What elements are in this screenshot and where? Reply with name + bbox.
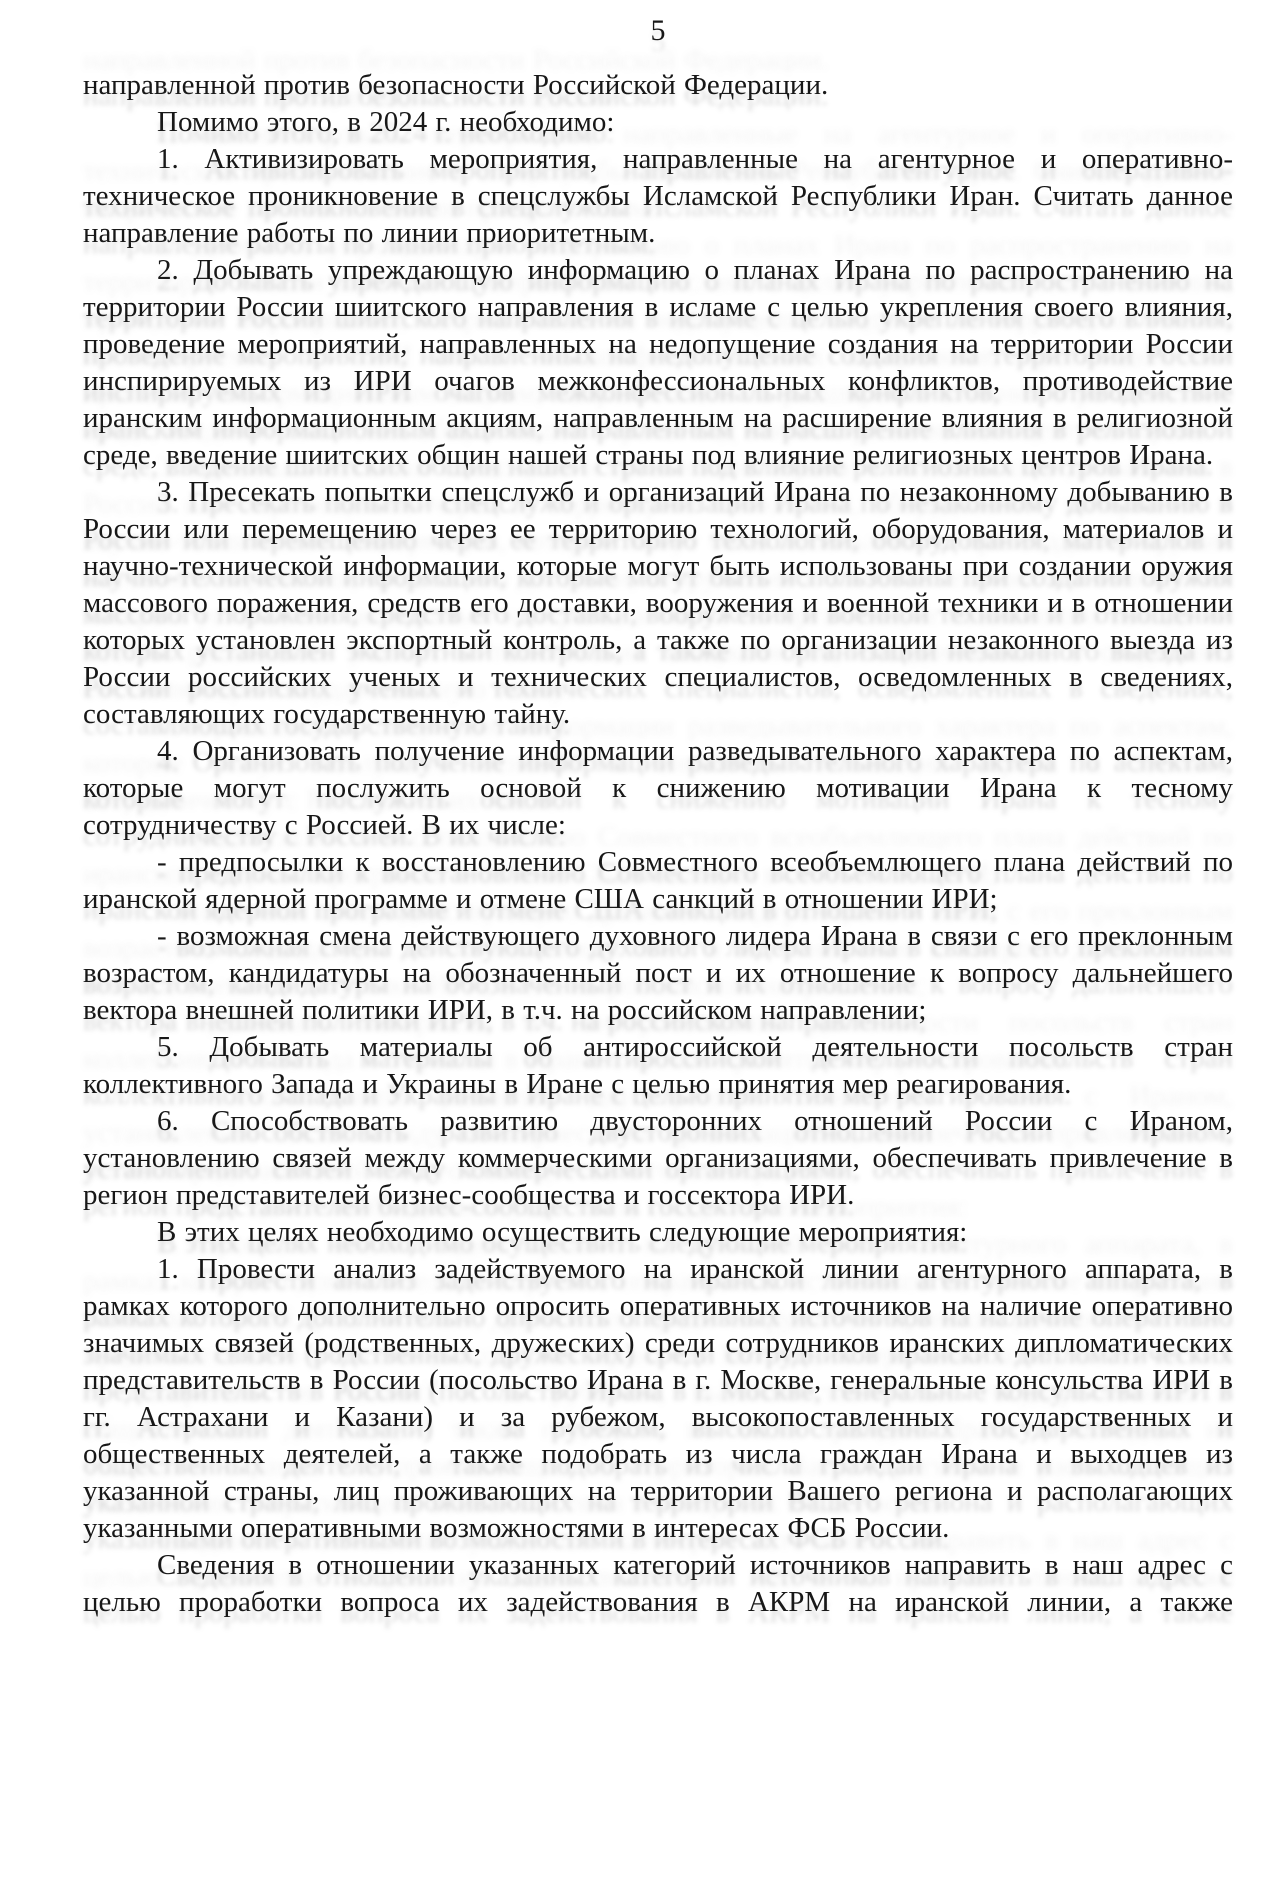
paragraph-dash-2: - возможная смена действующего духовного лидера Ирана в связи с его преклонным возрастом, кандидатуры на обозначенный пост и их отношение к вопросу дальнейшего вектора внешней политики ИРИ, в т.ч. на российском направлении;	[83, 920, 1233, 1026]
paragraph-measure-1: 1. Провести анализ задействуемого на иранской линии агентурного аппарата, в рамках которого дополнительно опросить оперативных источников на наличие оперативно значимых связей (родственных, дружеских) среди сотрудников иранских дипломатических представительств в России (посольство Ирана в г. Москве, генеральные консульства ИРИ в гг. Астрахани и Казани) и за рубежом, высокопоставленных государственных и общественных деятелей, а также подобрать из числа граждан Ирана и выходцев из указанной страны, лиц проживающих на территории Вашего региона и располагающих указанными оперативными возможностями в интересах ФСБ России.	[83, 1253, 1233, 1544]
paragraph-item-1: 1. Активизировать мероприятия, направленные на агентурное и оперативно-техническое проникновение в спецслужбы Исламской Республики Иран. Считать данное направление работы по линии приоритетным.	[83, 143, 1233, 249]
paragraph-goals: В этих целях необходимо осуществить следующие мероприятия:	[157, 1216, 968, 1248]
paragraph-intro-2024: Помимо этого, в 2024 г. необходимо:	[157, 106, 615, 138]
paragraph-continuation: направленной против безопасности Российской Федерации.	[83, 69, 829, 101]
document-body	[83, 67, 1233, 1621]
paragraph-item-5: 5. Добывать материалы об антироссийской деятельности посольств стран коллективного Запада и Украины в Иране с целью принятия мер реагирования.	[83, 1031, 1233, 1100]
paragraph-item-2: 2. Добывать упреждающую информацию о планах Ирана по распространению на территории России шиитского направления в исламе с целью укрепления своего влияния, проведение мероприятий, направленных на недопущение создания на территории России инспирируемых из ИРИ очагов межконфессиональных конфликтов, противодействие иранским информационным акциям, направленным на расширение влияния в религиозной среде, введение шиитских общин нашей страны под влияние религиозных центров Ирана.	[83, 254, 1233, 471]
paragraph-closing: Сведения в отношении указанных категорий источников направить в наш адрес с целью проработки вопроса их задействования в АКРМ на иранской линии, а также	[83, 1549, 1233, 1618]
paragraph-item-6: 6. Способствовать развитию двусторонних отношений России с Ираном, установлению связей между коммерческими организациями, обеспечивать привлечение в регион представителей бизнес-сообщества и госсектора ИРИ.	[83, 1105, 1233, 1211]
paragraph-item-3: 3. Пресекать попытки спецслужб и организаций Ирана по незаконному добыванию в России или перемещению через ее территорию технологий, оборудования, материалов и научно-технической информации, которые могут быть использованы при создании оружия массового поражения, средств его доставки, вооружения и военной техники и в отношении которых установлен экспортный контроль, а также по организации незаконного выезда из России российских ученых и технических специалистов, осведомленных в сведениях, составляющих государственную тайну.	[83, 476, 1233, 730]
page-number: 5	[650, 14, 666, 47]
paragraph-dash-1: - предпосылки к восстановлению Совместного всеобъемлющего плана действий по иранской ядерной программе и отмене США санкций в отношении ИРИ;	[83, 846, 1233, 915]
paragraph-item-4: 4. Организовать получение информации разведывательного характера по аспектам, которые могут послужить основой к снижению мотивации Ирана к тесному сотрудничеству с Россией. В их числе:	[83, 735, 1233, 841]
